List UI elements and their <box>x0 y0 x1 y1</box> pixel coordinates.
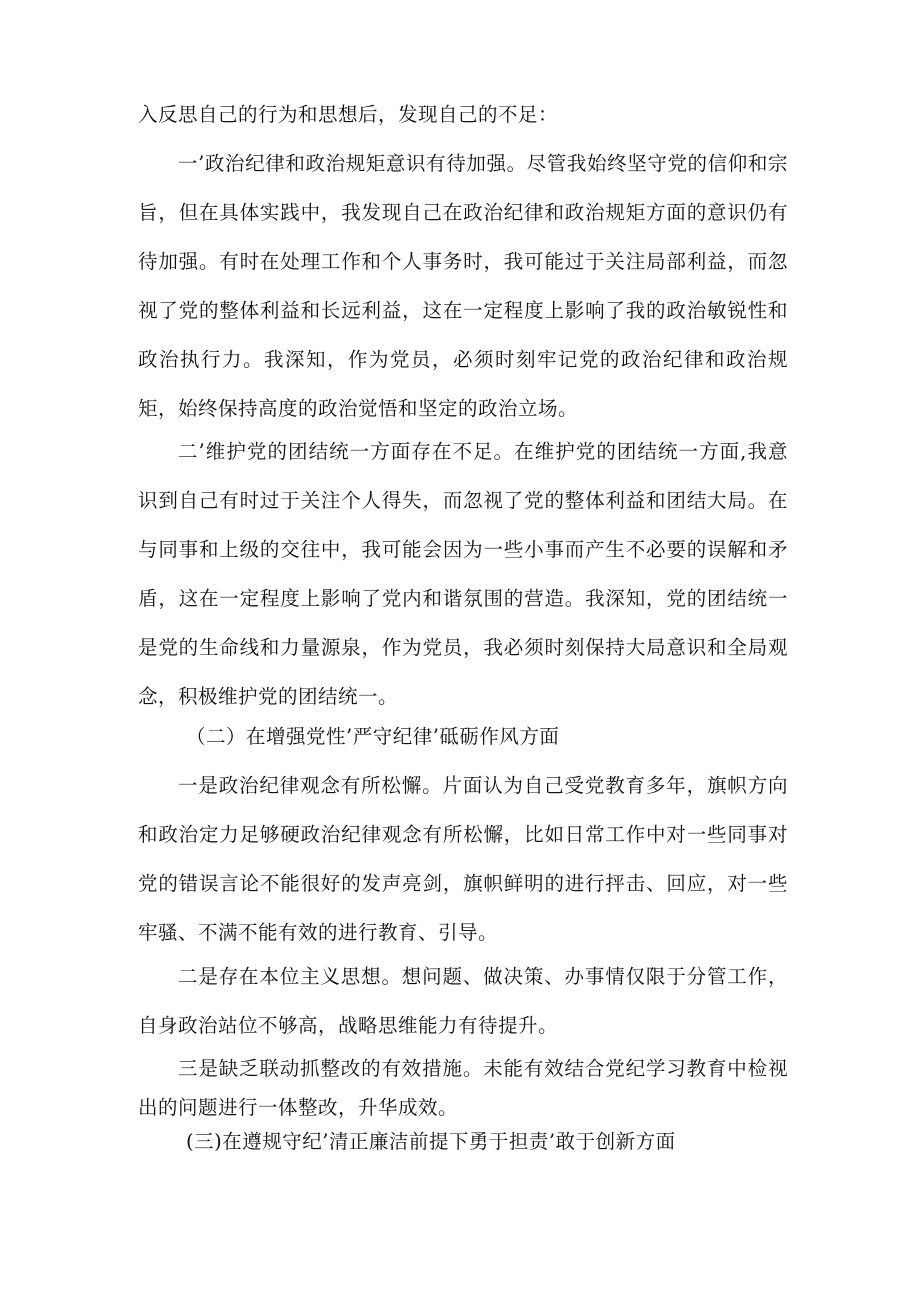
paragraph-intro: 入反思自己的行为和思想后，发现自己的不足： <box>138 103 559 126</box>
section-heading-three: (三)在遵规守纪’清正廉洁前提下勇于担责’敢于创新方面 <box>186 1130 676 1153</box>
paragraph-point-one: 一’政治纪律和政治规矩意识有待加强。尽管我始终坚守党的信仰和宗旨，但在具体实践中，我发现自己在政治纪律和政治规矩方面的意识仍有待加强。有时在处理工作和个人事务时，我可能过于关注局部利益，而忽视了党的整体利益和长远利益，这在一定程度上影响了我的政治敏锐性和政治执行力。我深知，作为党员，必须时刻牢记党的政治纪律和政治规矩，始终保持高度的政治觉悟和坚定的政治立场。 <box>138 152 788 420</box>
paragraph-discipline-awareness: 一是政治纪律观念有所松懈。片面认为自己受党教育多年，旗帜方向和政治定力足够硬政治纪律观念有所松懈，比如日常工作中对一些同事对党的错误言论不能很好的发声亮剑，旗帜鲜明的进行抨击、回应，对一些牢骚、不满不能有效的进行教育、引导。 <box>138 774 788 944</box>
section-heading-two: （二）在增强党性’严守纪律’砥砺作风方面 <box>186 725 560 748</box>
paragraph-departmentalism: 二是存在本位主义思想。想问题、做决策、办事情仅限于分管工作，自身政治站位不够高，战略思维能力有待提升。 <box>138 965 788 1037</box>
paragraph-rectification: 三是缺乏联动抓整改的有效措施。未能有效结合党纪学习教育中检视出的问题进行一体整改，升华成效。 <box>138 1057 788 1119</box>
paragraph-point-two: 二’维护党的团结统一方面存在不足。在维护党的团结统一方面,我意识到自己有时过于关注个人得失，而忽视了党的整体利益和团结大局。在与同事和上级的交往中，我可能会因为一些小事而产生不必要的误解和矛盾，这在一定程度上影响了党内和谐氛围的营造。我深知，党的团结统一是党的生命线和力量源泉，作为党员，我必须时刻保持大局意识和全局观念，积极维护党的团结统一。 <box>138 440 788 708</box>
